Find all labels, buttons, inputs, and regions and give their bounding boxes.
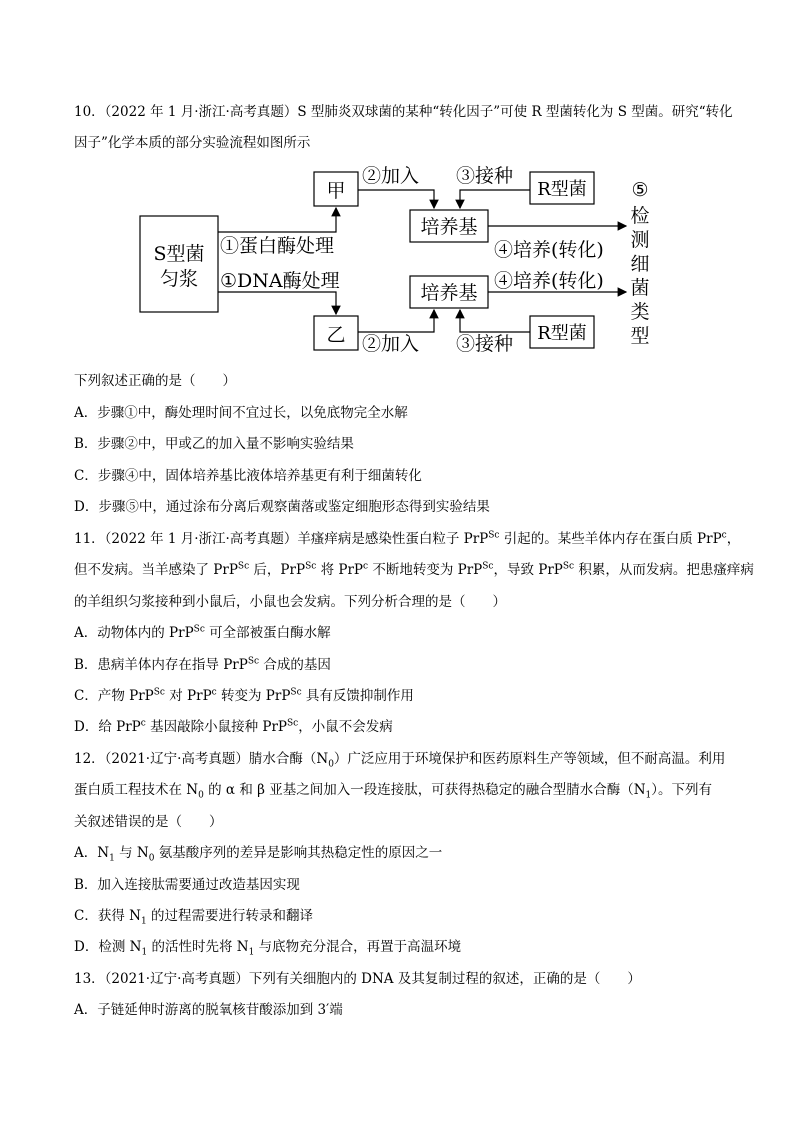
q12-option-c: C．获得 $N_1$ 的过程需要进行转录和翻译 [74, 908, 313, 927]
step5-char: 型 [630, 325, 650, 347]
step5-char: 细 [630, 253, 650, 275]
q11-stem-line3: 的羊组织匀浆接种到小鼠后，小鼠也会发病。下列分析合理的是（ ） [74, 594, 506, 610]
q11-stem-line2: 但不发病。当羊感染了 PrP$^{Sc}$ 后，PrP$^{Sc}$ 将 PrP$^c$ 不断地转变为 PrP$^{Sc}$，导致 PrP$^{Sc}$ 积累，从而发病。把患瘙痒病 [74, 561, 754, 578]
q10-question: 下列叙述正确的是（ ） [74, 373, 236, 389]
step5-char: 菌 [630, 277, 650, 299]
inoc-bottom-label: ③接种 [456, 333, 514, 355]
q11-option-c: C．产物 PrP$^{Sc}$ 对 PrP$^c$ 转变为 PrP$^{Sc}$ 具有反馈抑制作用 [74, 687, 414, 704]
dnase-label: ①DNA酶处理 [220, 270, 340, 292]
q12-option-b: B．加入连接肽需要通过改造基因实现 [74, 877, 300, 893]
q10-stem-line1: 10．（2022 年 1 月·浙江·高考真题）S 型肺炎双球菌的某种“转化因子”可使 R 型菌转化为 S 型菌。研究“转化 [74, 104, 733, 120]
q11-option-d: D．给 PrP$^c$ 基因敲除小鼠接种 PrP$^{Sc}$，小鼠不会发病 [74, 718, 393, 735]
step5-char: 检 [630, 205, 650, 227]
step5-number: ⑤ [631, 179, 649, 201]
q12-stem-line3: 关叙述错误的是（ ） [74, 814, 223, 830]
q10-option-b: B．步骤②中，甲或乙的加入量不影响实验结果 [74, 436, 354, 452]
add-bottom-label: ②加入 [362, 333, 420, 355]
box-yi-label: 乙 [326, 324, 346, 346]
q11-stem-line1: 11．（2022 年 1 月·浙江·高考真题）羊瘙痒病是感染性蛋白粒子 PrP$^{Sc}$ 引起的。某些羊体内存在蛋白质 PrP$^c$， [74, 530, 741, 547]
q12-option-a: A．$N_1$ 与 $N_0$ 氨基酸序列的差异是影响其热稳定性的原因之一 [74, 845, 443, 864]
add-top-arrow [358, 190, 434, 208]
q10-option-a: A．步骤①中，酶处理时间不宜过长，以免底物完全水解 [74, 405, 408, 421]
q13-option-a: A．子链延伸时游离的脱氧核苷酸添加到 3′端 [74, 1002, 343, 1018]
q12-stem-line1: 12．（2021·辽宁·高考真题）腈水合酶$(N_0)$广泛应用于环境保护和医药原料生产等领域，但不耐高温。利用 [74, 751, 726, 770]
source-box-line1: S型菌 [153, 243, 205, 265]
protease-arrow [218, 208, 336, 232]
inoc-bottom-arrow [460, 310, 530, 332]
dnase-arrow [218, 292, 336, 314]
medium-bottom-label: 培养基 [420, 282, 478, 304]
q10-stem-line2: 因子”化学本质的部分实验流程如图所示 [74, 135, 311, 151]
q12-option-d: D．检测 $N_1$ 的活性时先将 $N_1$ 与底物充分混合，再置于高温环境 [74, 939, 462, 958]
q11-option-b: B．患病羊体内存在指导 PrP$^{Sc}$ 合成的基因 [74, 656, 331, 673]
add-top-label: ②加入 [362, 165, 420, 187]
inoc-top-label: ③接种 [456, 165, 514, 187]
r-box-top-label: R型菌 [537, 179, 587, 200]
box-jia-label: 甲 [326, 180, 346, 202]
q12-stem-line2: 蛋白质工程技术在 $N_0$ 的 α 和 β 亚基之间加入一段连接肽，可获得热稳定的融合型腈水合酶$(N_1)$。下列有 [74, 782, 713, 801]
step5-char: 测 [630, 229, 650, 251]
step5-char: 类 [630, 301, 650, 323]
source-box-line2: 匀浆 [159, 268, 199, 290]
add-bottom-arrow [358, 310, 434, 332]
culture-top-label: ④培养(转化) [494, 239, 604, 261]
medium-top-label: 培养基 [420, 216, 478, 238]
q10-option-c: C．步骤④中，固体培养基比液体培养基更有利于细菌转化 [74, 468, 422, 484]
protease-label: ①蛋白酶处理 [220, 235, 335, 257]
q11-option-a: A．动物体内的 PrP$^{Sc}$ 可全部被蛋白酶水解 [74, 624, 331, 641]
r-box-bottom-label: R型菌 [537, 323, 587, 344]
culture-bottom-label: ④培养(转化) [494, 270, 604, 292]
q13-stem-line1: 13．（2021·辽宁·高考真题）下列有关细胞内的 DNA 及其复制过程的叙述，正确的是（ ） [74, 971, 641, 987]
inoc-top-arrow [460, 190, 530, 208]
q10-experiment-diagram [138, 160, 668, 360]
q10-option-d: D．步骤⑤中，通过涂布分离后观察菌落或鉴定细胞形态得到实验结果 [74, 499, 490, 515]
